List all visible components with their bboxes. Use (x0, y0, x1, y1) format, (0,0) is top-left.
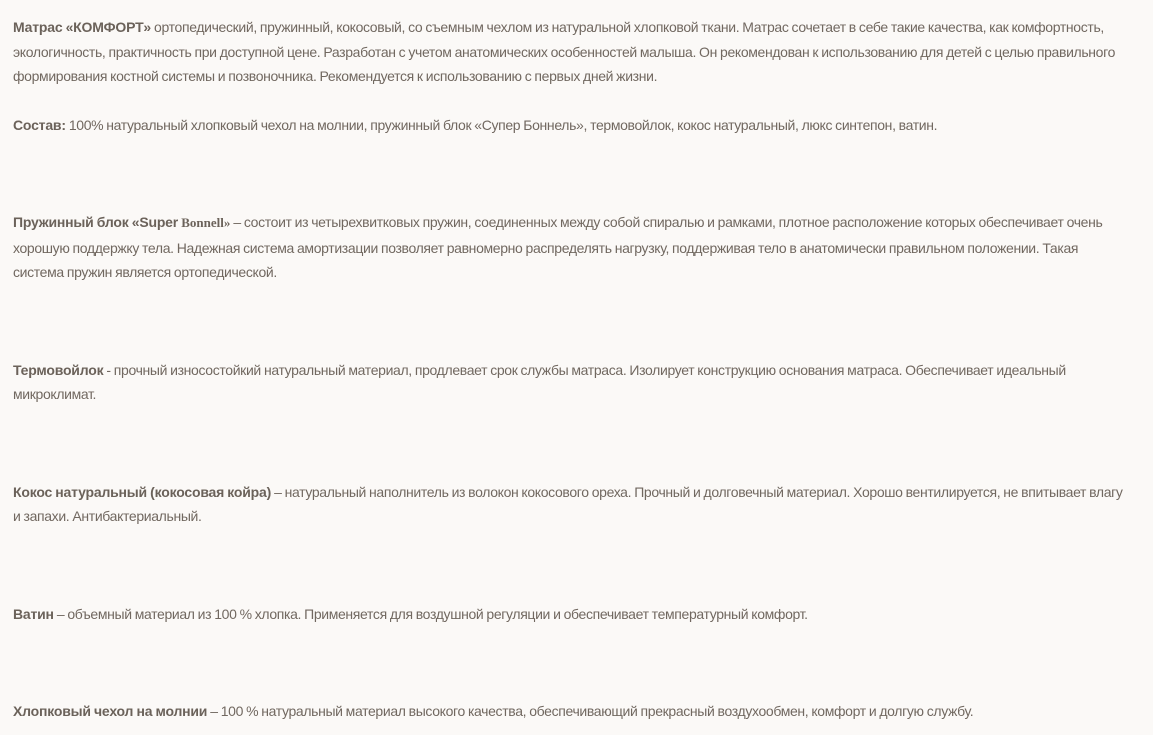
spring-block-title (13, 214, 230, 230)
cover-title: Хлопковый чехол на молнии (13, 703, 208, 719)
wadding-paragraph (13, 602, 1123, 627)
spacer (13, 285, 1123, 358)
spacer (13, 89, 1123, 113)
wadding-text: – объемный материал из 100 % хлопка. Применяется для воздушной регуляции и обеспечивает температурный комфорт. (53, 605, 808, 622)
spacer (13, 626, 1123, 699)
intro-title: Матрас «КОМФОРТ» (13, 19, 152, 35)
felt-paragraph (13, 358, 1123, 407)
felt-text: - прочный износостойкий натуральный материал, продлевает срок службы матраса. Изолирует конструкцию основания матраса. Обеспечивает идеальный микроклимат. (13, 361, 1066, 402)
product-description (13, 15, 1123, 724)
cover-text: – 100 % натуральный материал высокого качества, обеспечивающий прекрасный воздухообмен, комфорт и долгую службу. (207, 703, 974, 719)
felt-title: Термовойлок (13, 361, 104, 378)
intro-text: ортопедический, пружинный, кокосовый, со съемным чехлом из натуральной хлопковой ткани. Матрас сочетает в себе такие качества, как комфортность, экологичность, практичность при доступной цене. Разработан с учетом анатомических особенностей малыша. Он рекомендован к использованию для детей с целью правильного формирования костной системы и позвоночника. Рекомендуется к использованию с первых дней жизни. (13, 19, 1115, 84)
composition-paragraph (13, 113, 1123, 138)
composition-text: 100% натуральный хлопковый чехол на молнии, пружинный блок «Супер Боннель», термовойлок, кокос натуральный, люкс синтепон, ватин. (65, 116, 938, 133)
wadding-title: Ватин (13, 605, 54, 622)
intro-paragraph (13, 15, 1123, 89)
spacer (13, 407, 1123, 480)
coconut-text: – натуральный наполнитель из волокон кокосового ореха. Прочный и долговечный материал. Хорошо вентилируется, не впитывает влагу и запахи. Антибактериальный. (13, 483, 1123, 524)
coconut-paragraph (13, 480, 1123, 529)
spacer (13, 137, 1123, 210)
spacer (13, 529, 1123, 602)
spring-block-paragraph (13, 210, 1123, 285)
spring-block-text: – состоит из четырехвитковых пружин, соединенных между собой спиралью и рамками, плотное расположение которых обеспечивает очень хорошую поддержку тела. Надежная система амортизации позволяет равномерно распределять нагрузку, поддерживая тело в анатомически правильном положении. Такая система пружин является ортопедической. (13, 214, 1103, 280)
coconut-title: Кокос натуральный (кокосовая койра) (13, 483, 272, 500)
spring-block-title-start: Пружинный блок «Super (13, 214, 182, 230)
composition-title: Состав: (13, 116, 66, 133)
cover-paragraph (13, 699, 1123, 724)
spring-block-title-serif: Bonnell» (181, 215, 231, 230)
